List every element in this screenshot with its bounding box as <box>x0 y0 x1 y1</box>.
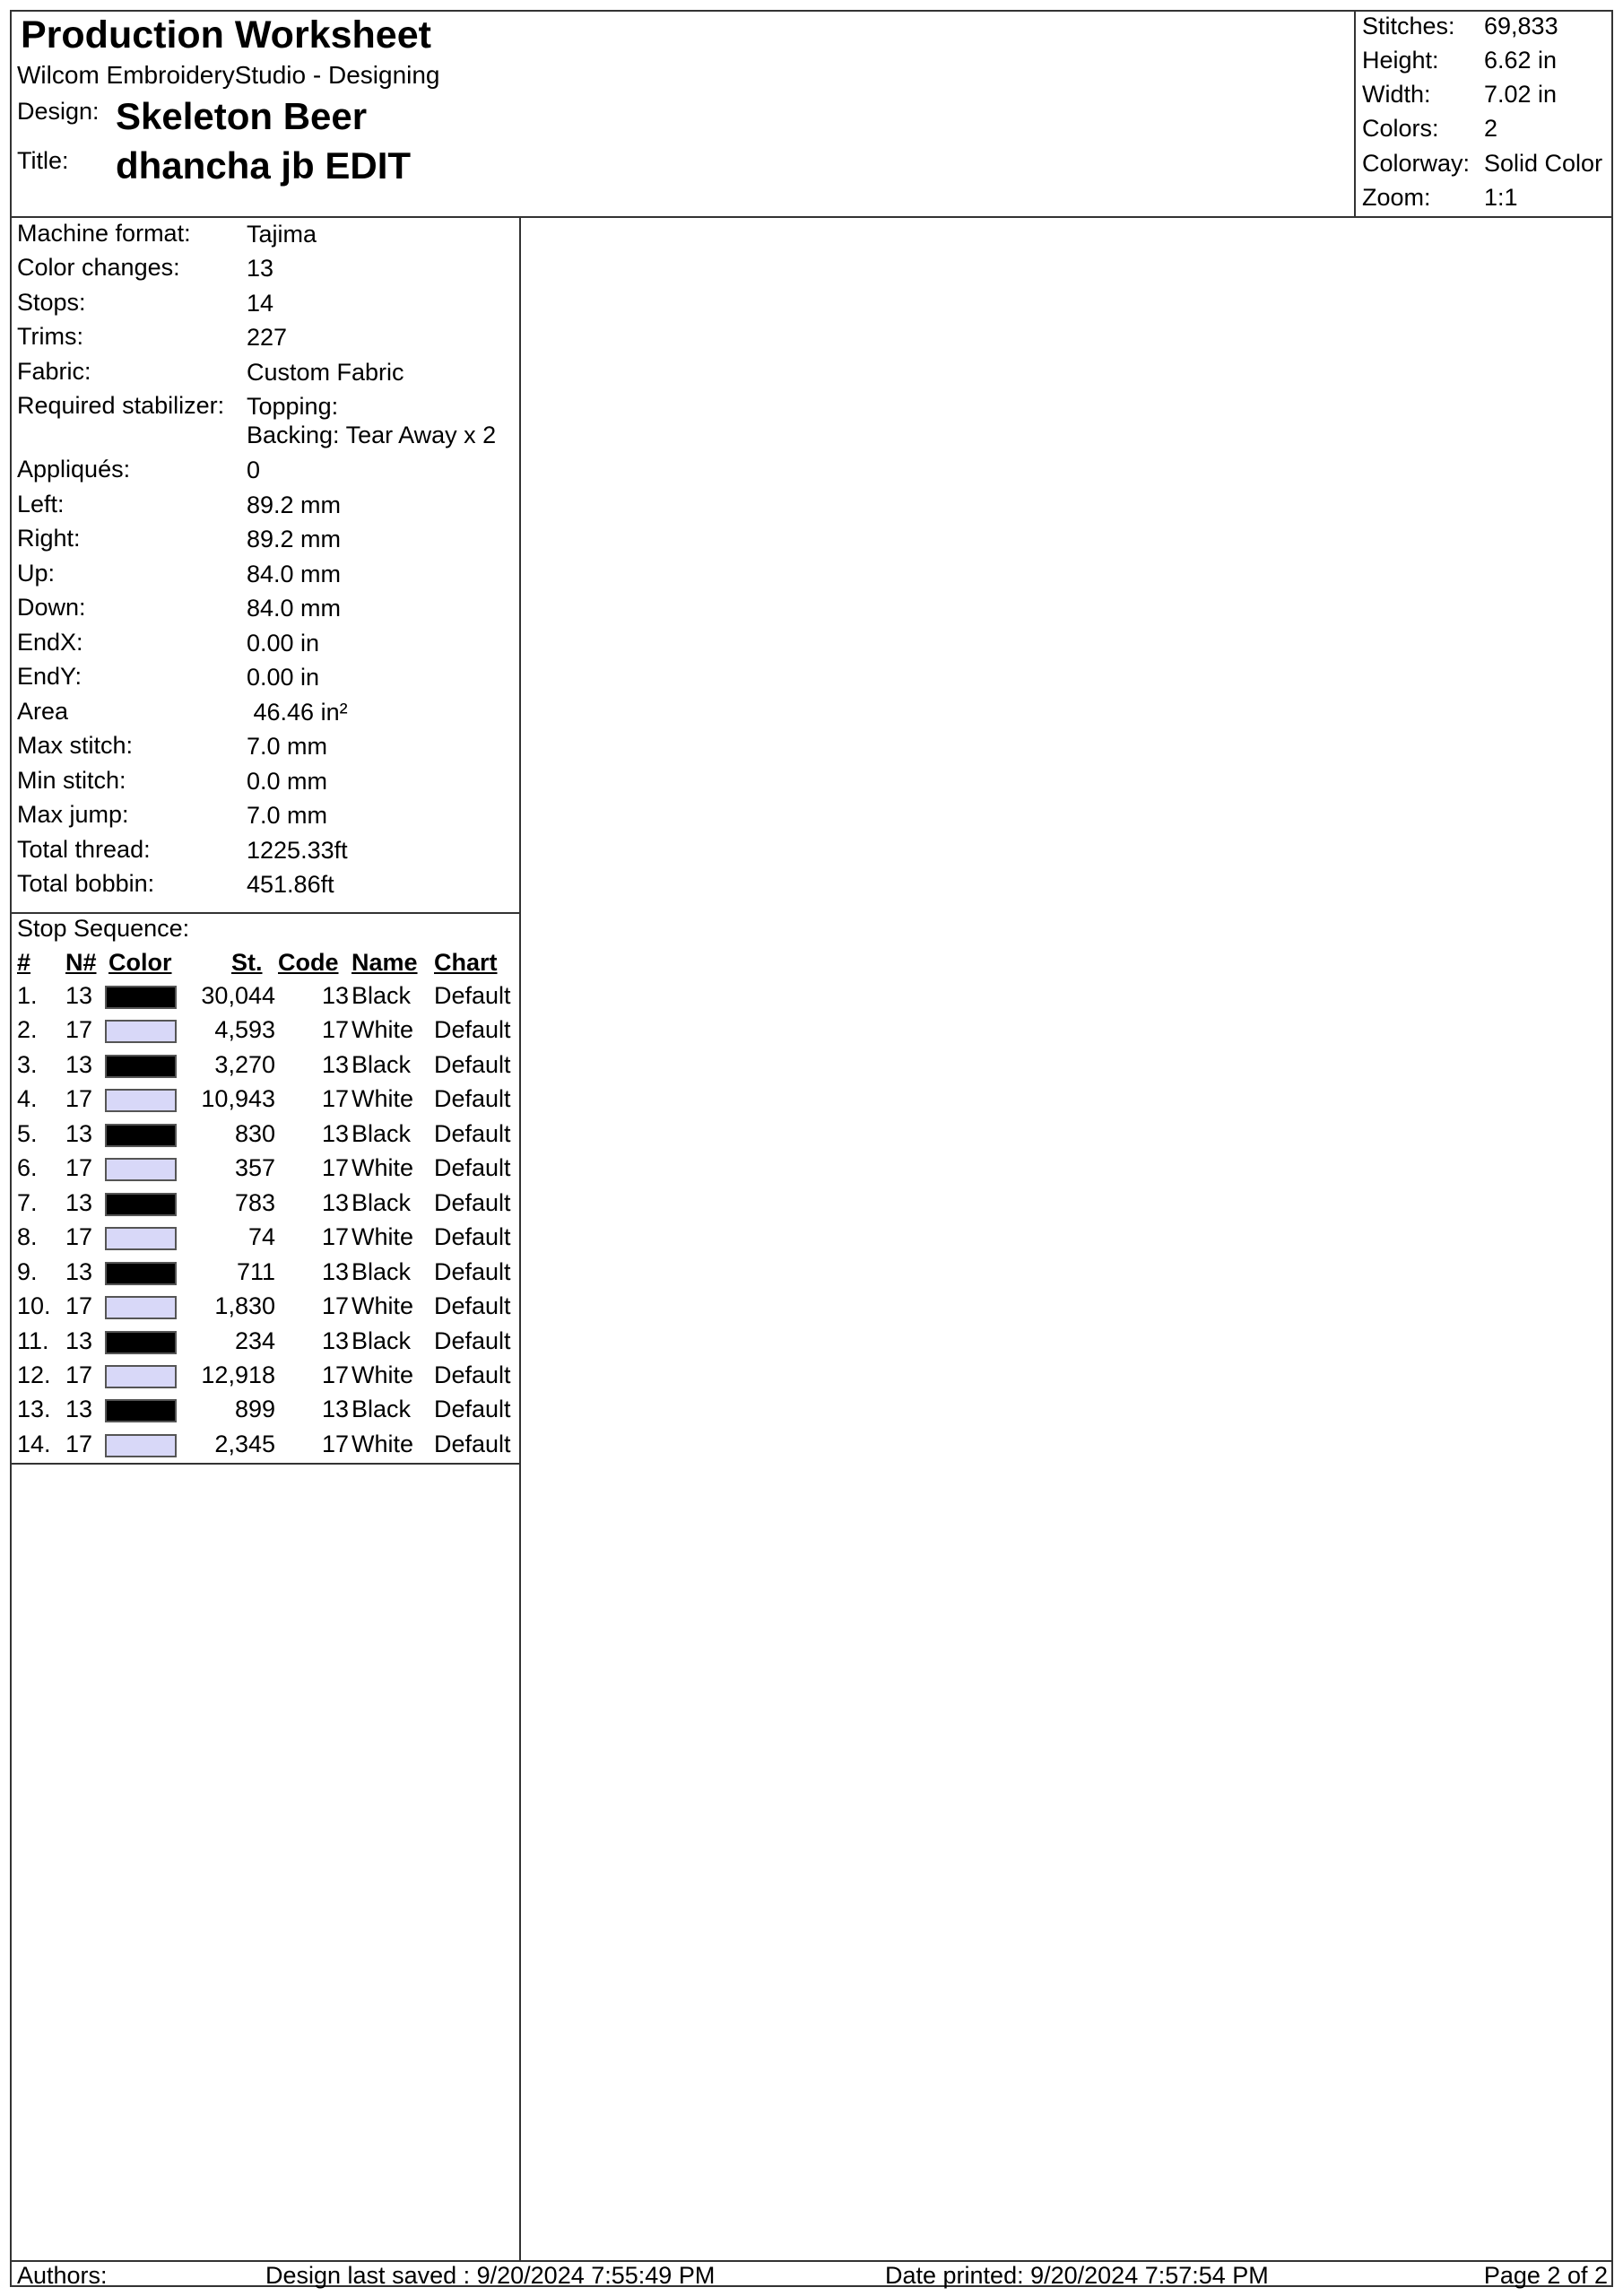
info-value: Custom Fabric <box>247 359 404 386</box>
footer-date-printed: Date printed: 9/20/2024 7:57:54 PM <box>885 2262 1269 2289</box>
cell-needle: 13 <box>65 1119 93 1147</box>
worksheet-frame <box>10 10 1613 2287</box>
info-label: EndX: <box>17 629 83 656</box>
table-row <box>12 1361 519 1396</box>
cell-chart: Default <box>434 1154 511 1182</box>
color-swatch <box>105 1365 177 1388</box>
color-swatch <box>105 1227 177 1250</box>
stat-value: 2 <box>1484 115 1498 142</box>
cell-needle: 17 <box>65 1085 93 1113</box>
cell-stitches: 3,270 <box>214 1050 275 1078</box>
stat-label: Stitches: <box>1362 13 1455 39</box>
cell-name: White <box>352 1361 414 1388</box>
table-row <box>12 1396 519 1430</box>
cell-chart: Default <box>434 1223 511 1251</box>
cell-stitches: 12,918 <box>201 1361 275 1388</box>
stat-label: Height: <box>1362 47 1439 74</box>
cell-num: 3. <box>17 1050 38 1078</box>
col-header-code: Code <box>278 949 339 976</box>
stat-label: Width: <box>1362 81 1431 108</box>
info-value: 7.0 mm <box>247 802 328 829</box>
info-value: 89.2 mm <box>247 526 342 552</box>
cell-needle: 13 <box>65 1188 93 1216</box>
cell-chart: Default <box>434 1326 511 1354</box>
cell-needle: 13 <box>65 1050 93 1078</box>
cell-code: 17 <box>321 1223 349 1251</box>
cell-num: 1. <box>17 982 38 1009</box>
table-row <box>12 1120 519 1154</box>
col-header-stitches: St. <box>231 949 263 976</box>
cell-stitches: 783 <box>234 1188 275 1216</box>
cell-needle: 13 <box>65 1396 93 1423</box>
cell-num: 9. <box>17 1257 38 1285</box>
section-divider <box>12 1463 519 1465</box>
stat-value: 69,833 <box>1484 13 1558 39</box>
cell-stitches: 830 <box>234 1119 275 1147</box>
table-row <box>12 1431 519 1465</box>
info-value: 14 <box>247 290 274 317</box>
info-label: Fabric: <box>17 358 91 385</box>
stat-label: Colors: <box>1362 115 1439 142</box>
cell-code: 17 <box>321 1016 349 1044</box>
color-swatch <box>105 1296 177 1319</box>
table-row <box>12 1051 519 1085</box>
cell-stitches: 4,593 <box>214 1016 275 1044</box>
stat-row <box>1356 13 1615 47</box>
cell-name: Black <box>352 1188 412 1216</box>
cell-num: 6. <box>17 1154 38 1182</box>
cell-code: 13 <box>321 1050 349 1078</box>
table-row <box>12 1223 519 1257</box>
worksheet-header <box>12 12 1613 218</box>
info-value: Tajima <box>247 221 317 248</box>
table-row <box>12 1154 519 1188</box>
stat-row <box>1356 81 1615 115</box>
worksheet-footer <box>12 2260 1613 2287</box>
stat-value: 7.02 in <box>1484 81 1558 108</box>
cell-name: Black <box>352 1326 412 1354</box>
color-swatch <box>105 1399 177 1422</box>
col-header-color: Color <box>108 949 172 976</box>
page-title: Production Worksheet <box>21 13 431 57</box>
cell-needle: 17 <box>65 1016 93 1044</box>
design-info-column <box>12 218 521 2260</box>
title-label: Title: <box>17 147 69 174</box>
stat-value: 6.62 in <box>1484 47 1558 74</box>
design-title: dhancha jb EDIT <box>116 144 412 187</box>
cell-name: Black <box>352 1396 412 1423</box>
col-header-chart: Chart <box>434 949 498 976</box>
table-row <box>12 1016 519 1050</box>
cell-code: 13 <box>321 1119 349 1147</box>
stat-row <box>1356 115 1615 149</box>
cell-needle: 17 <box>65 1430 93 1457</box>
info-label: Required stabilizer: <box>17 392 225 419</box>
cell-code: 17 <box>321 1361 349 1388</box>
cell-chart: Default <box>434 1016 511 1044</box>
info-value: 89.2 mm <box>247 491 342 518</box>
info-value: 84.0 mm <box>247 595 342 622</box>
info-label: Total bobbin: <box>17 870 155 897</box>
cell-needle: 17 <box>65 1292 93 1320</box>
color-swatch <box>105 1055 177 1078</box>
cell-num: 10. <box>17 1292 51 1320</box>
info-label: Min stitch: <box>17 767 126 794</box>
info-label: Machine format: <box>17 220 191 247</box>
stat-row <box>1356 150 1615 184</box>
footer-authors: Authors: <box>17 2262 108 2289</box>
info-label: Area <box>17 698 69 725</box>
section-divider <box>12 912 519 914</box>
info-label: Total thread: <box>17 836 151 863</box>
info-label: Left: <box>17 491 65 517</box>
color-swatch <box>105 1089 177 1112</box>
info-label: Color changes: <box>17 254 180 281</box>
info-value: 13 <box>247 255 274 282</box>
cell-name: White <box>352 1292 414 1320</box>
cell-chart: Default <box>434 1292 511 1320</box>
cell-stitches: 711 <box>236 1257 275 1285</box>
stat-label: Zoom: <box>1362 184 1431 211</box>
cell-num: 11. <box>17 1326 49 1354</box>
cell-chart: Default <box>434 982 511 1009</box>
col-header-name: Name <box>352 949 418 976</box>
cell-code: 13 <box>321 1188 349 1216</box>
info-value: 227 <box>247 324 288 351</box>
color-swatch <box>105 1158 177 1181</box>
color-swatch <box>105 1193 177 1216</box>
design-name: Skeleton Beer <box>116 95 368 137</box>
info-value: 451.86ft <box>247 871 334 898</box>
info-value: Topping: <box>247 393 339 420</box>
cell-name: Black <box>352 982 412 1009</box>
table-row <box>12 1189 519 1223</box>
stat-row <box>1356 47 1615 81</box>
cell-name: Black <box>352 1257 412 1285</box>
cell-code: 17 <box>321 1292 349 1320</box>
cell-chart: Default <box>434 1361 511 1388</box>
cell-needle: 13 <box>65 982 93 1009</box>
info-label: Max jump: <box>17 801 129 828</box>
cell-needle: 13 <box>65 1326 93 1354</box>
cell-name: White <box>352 1085 414 1113</box>
color-swatch <box>105 1020 177 1043</box>
footer-last-saved: Design last saved : 9/20/2024 7:55:49 PM <box>265 2262 716 2289</box>
info-value: 0.00 in <box>247 630 320 657</box>
cell-num: 4. <box>17 1085 38 1113</box>
col-header-needle: N# <box>65 949 97 976</box>
stop-sequence-title: Stop Sequence: <box>17 915 190 942</box>
cell-stitches: 1,830 <box>214 1292 275 1320</box>
cell-chart: Default <box>434 1119 511 1147</box>
info-value: 1225.33ft <box>247 837 348 864</box>
table-row <box>12 982 519 1016</box>
info-label: Stops: <box>17 289 86 316</box>
cell-needle: 17 <box>65 1154 93 1182</box>
info-label: Max stitch: <box>17 732 134 759</box>
color-swatch <box>105 1262 177 1285</box>
cell-chart: Default <box>434 1188 511 1216</box>
cell-chart: Default <box>434 1050 511 1078</box>
info-label: Up: <box>17 560 56 587</box>
cell-num: 12. <box>17 1361 51 1388</box>
info-label: Appliqués: <box>17 456 131 483</box>
cell-chart: Default <box>434 1430 511 1457</box>
cell-name: White <box>352 1430 414 1457</box>
info-label: EndY: <box>17 663 82 690</box>
cell-code: 13 <box>321 1257 349 1285</box>
info-value: 0.0 mm <box>247 768 328 795</box>
cell-stitches: 357 <box>234 1154 275 1182</box>
cell-num: 8. <box>17 1223 38 1251</box>
software-name: Wilcom EmbroideryStudio - Designing <box>17 61 440 89</box>
cell-num: 2. <box>17 1016 38 1044</box>
cell-code: 17 <box>321 1154 349 1182</box>
cell-code: 13 <box>321 1326 349 1354</box>
cell-chart: Default <box>434 1257 511 1285</box>
cell-stitches: 234 <box>234 1326 275 1354</box>
color-swatch <box>105 1124 177 1147</box>
stats-panel <box>1354 12 1613 216</box>
table-row <box>12 1085 519 1119</box>
cell-code: 17 <box>321 1430 349 1457</box>
cell-code: 13 <box>321 982 349 1009</box>
info-value: 46.46 in² <box>247 699 348 726</box>
cell-num: 5. <box>17 1119 38 1147</box>
cell-name: White <box>352 1016 414 1044</box>
stat-row <box>1356 184 1615 218</box>
cell-stitches: 2,345 <box>214 1430 275 1457</box>
cell-stitches: 10,943 <box>201 1085 275 1113</box>
table-row <box>12 1258 519 1292</box>
info-label: Down: <box>17 594 86 621</box>
color-swatch <box>105 1434 177 1457</box>
design-label: Design: <box>17 98 100 125</box>
stat-value: 1:1 <box>1484 184 1518 211</box>
cell-needle: 17 <box>65 1361 93 1388</box>
cell-code: 17 <box>321 1085 349 1113</box>
cell-name: White <box>352 1223 414 1251</box>
cell-name: Black <box>352 1050 412 1078</box>
cell-stitches: 899 <box>234 1396 275 1423</box>
table-row <box>12 1292 519 1326</box>
footer-page-number: Page 2 of 2 <box>1483 2262 1608 2289</box>
cell-num: 7. <box>17 1188 38 1216</box>
info-value: 0 <box>247 457 261 483</box>
cell-num: 14. <box>17 1430 51 1457</box>
info-label: Trims: <box>17 323 83 350</box>
cell-needle: 17 <box>65 1223 93 1251</box>
info-label: Right: <box>17 525 81 552</box>
cell-stitches: 30,044 <box>201 982 275 1009</box>
table-row <box>12 1327 519 1361</box>
color-swatch <box>105 986 177 1009</box>
color-swatch <box>105 1331 177 1354</box>
cell-chart: Default <box>434 1396 511 1423</box>
stat-value: Solid Color <box>1484 150 1603 177</box>
cell-stitches: 74 <box>247 1223 275 1251</box>
info-value: 7.0 mm <box>247 733 328 760</box>
col-header-num: # <box>17 949 31 976</box>
cell-name: Black <box>352 1119 412 1147</box>
cell-needle: 13 <box>65 1257 93 1285</box>
cell-num: 13. <box>17 1396 51 1423</box>
cell-name: White <box>352 1154 414 1182</box>
info-value: Backing: Tear Away x 2 <box>247 422 497 448</box>
cell-code: 13 <box>321 1396 349 1423</box>
info-value: 0.00 in <box>247 664 320 691</box>
info-value: 84.0 mm <box>247 561 342 587</box>
cell-chart: Default <box>434 1085 511 1113</box>
stat-label: Colorway: <box>1362 150 1471 177</box>
